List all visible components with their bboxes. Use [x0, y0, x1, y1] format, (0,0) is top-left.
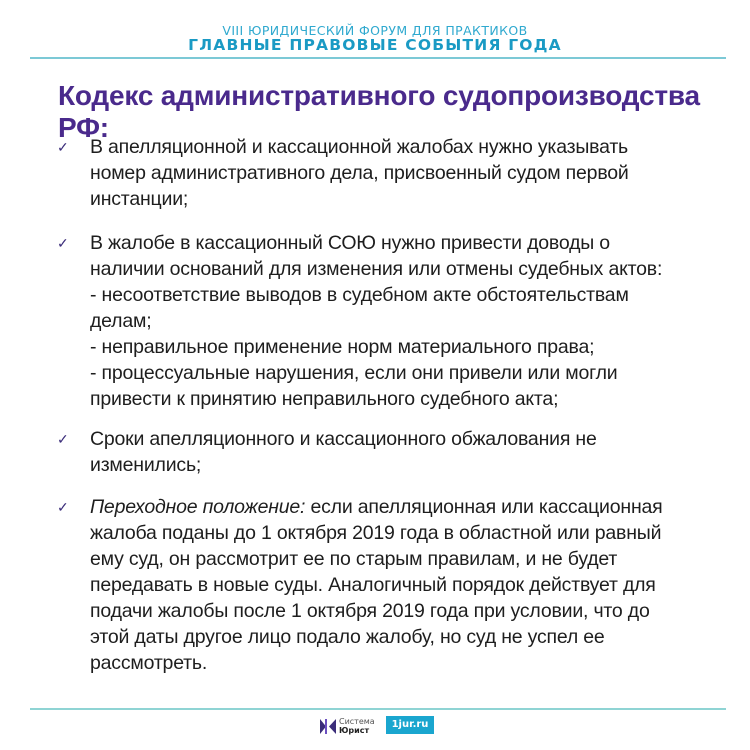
check-mark-icon: ✓ — [57, 499, 69, 515]
item-line: номер административного дела, присвоенный судом первой — [90, 162, 629, 184]
item-line: подачи жалобы после 1 октября 2019 года при условии, что до — [90, 600, 650, 622]
page-title: Кодекс административного судопроизводства РФ: — [58, 80, 700, 143]
site-link-button[interactable]: 1jur.ru — [386, 716, 434, 734]
item-line: привести к принятию неправильного судебного акта; — [90, 388, 559, 410]
item-line-rest: если апелляционная или кассационная — [305, 496, 663, 518]
item-line: рассмотреть. — [90, 652, 208, 674]
check-mark-icon: ✓ — [57, 139, 69, 155]
footer — [0, 714, 750, 740]
item-line: - процессуальные нарушения, если они привели или могли — [90, 362, 618, 384]
item-line: наличии оснований для изменения или отмены судебных актов: — [90, 258, 663, 280]
item-line: Сроки апелляционного и кассационного обжалования не — [90, 428, 597, 450]
logo-text-line2: Юрист — [339, 726, 370, 735]
item-line: этой даты другое лицо подало жалобу, но суд не успел ее — [90, 626, 605, 648]
transition-provision-label: Переходное положение: — [90, 496, 306, 518]
logo-text-line1: Система — [339, 717, 375, 726]
footer-divider — [30, 708, 726, 710]
forum-title: ГЛАВНЫЕ ПРАВОВЫЕ СОБЫТИЯ ГОДА — [188, 36, 562, 54]
item-line — [90, 494, 730, 520]
item-line: изменились; — [90, 454, 202, 476]
item-line: ему суд, он рассмотрит ее по старым правилам, и не будет — [90, 548, 618, 570]
item-line: В жалобе в кассационный СОЮ нужно привести доводы о — [90, 232, 610, 254]
item-line: - неправильное применение норм материального права; — [90, 336, 595, 358]
header-divider — [30, 57, 726, 59]
item-line: передавать в новые суды. Аналогичный порядок действует для — [90, 574, 656, 596]
forum-header — [0, 0, 750, 60]
forum-subtitle: VIII ЮРИДИЧЕСКИЙ ФОРУМ ДЛЯ ПРАКТИКОВ — [222, 23, 528, 38]
check-mark-icon: ✓ — [57, 235, 69, 251]
check-mark-icon: ✓ — [57, 431, 69, 447]
item-line: инстанции; — [90, 188, 189, 210]
sistema-logo-icon — [320, 719, 336, 734]
item-line: В апелляционной и кассационной жалобах нужно указывать — [90, 136, 629, 158]
item-line: - несоответствие выводов в судебном акте обстоятельствам — [90, 284, 629, 306]
item-line: делам; — [90, 310, 152, 332]
item-line: жалоба поданы до 1 октября 2019 года в областной или равный — [90, 522, 662, 544]
sistema-yurist-logo — [320, 717, 390, 737]
